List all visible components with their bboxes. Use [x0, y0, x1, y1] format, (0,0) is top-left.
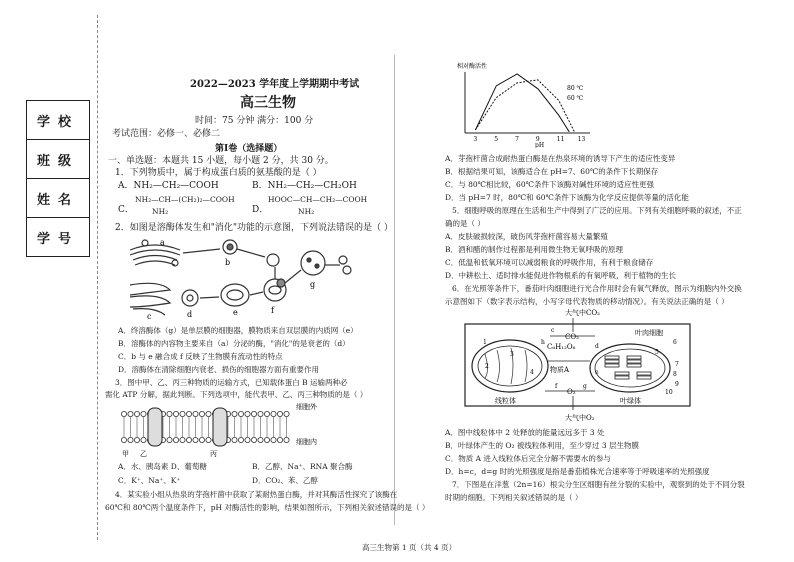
mitochondrion [472, 340, 548, 392]
q1-option-c-label: C． [118, 205, 134, 215]
phospholipid-head [251, 437, 256, 442]
column-divider [394, 55, 395, 525]
q3-option-d: D．CO₂、苯、乙醇 [252, 476, 318, 485]
name-field: 姓名 [27, 179, 89, 218]
q6-option-b: B．叶绿体产生的 O₂ 被线粒体利用，至少穿过 3 层生物膜 [445, 441, 639, 450]
yi-label: 乙 [140, 450, 147, 458]
q5-stem-line1: 5．细胞呼吸的原理在生活和生产中得到了广泛的应用。下列有关细胞呼吸的叙述，不正 [452, 206, 742, 215]
page-footer: 高三生物第 1 页（共 4 页） [362, 543, 457, 552]
inside-label: 细胞内 [296, 438, 317, 446]
phospholipid-head [134, 437, 139, 442]
q3-stem-line1: 3．图中甲、乙、丙三种物质的运输方式，已知载体蛋白 B 运输两种必 [115, 378, 348, 387]
exam-year-title: 2022—2023 学年度上学期期中考试 [190, 79, 360, 90]
phospholipid-head [121, 437, 126, 442]
phospholipid-head [167, 411, 172, 416]
phospholipid-head [173, 437, 178, 442]
q6-number-label: 3 [510, 351, 514, 358]
q6-number-label: 10 [665, 389, 673, 396]
membrane-transport-diagram [118, 400, 338, 458]
phospholipid-head [232, 411, 237, 416]
q7-stem-line2: 时期的细胞。下列相关叙述错误的是（ ） [445, 493, 583, 502]
phospholipid-head [199, 437, 204, 442]
q6-number-label: 1 [483, 339, 487, 346]
q6-stem-line2: 示意图如下（数字表示结构，小写字母代表物质的移动情况）。有关说法正确的是（ ） [445, 297, 729, 306]
school-field: 学校 [27, 101, 89, 140]
q6-number-label: 7 [675, 361, 679, 368]
q4-option-d: D．当 pH=7 时，80℃和 60℃条件下该酶为化学反应提供等量的活化能 [445, 193, 689, 202]
label-f: f [271, 306, 274, 315]
phospholipid-head [271, 437, 276, 442]
student-info-box [26, 100, 90, 257]
jia-label: 甲 [122, 450, 129, 458]
q1-option-d-formula: HOOC—CH—CH₂—COOH [268, 195, 368, 204]
phospholipid-head [258, 411, 263, 416]
q3-option-a: A．水、胰岛素 D、葡萄糖 [118, 462, 207, 471]
chloro-label: 叶绿体 [620, 397, 641, 405]
phospholipid-head [264, 411, 269, 416]
label-a: a [160, 238, 165, 247]
q6-letter-label: f [555, 383, 558, 390]
channel-protein [213, 408, 227, 446]
q2-option-c: C．b 与 e 融合成 f 反映了生物膜有流动性的特点 [118, 352, 283, 361]
label-d: d [187, 310, 193, 319]
chart-series-line [475, 80, 574, 132]
lysosome-diagram [125, 235, 355, 320]
q2-option-b: B．溶酶体的内容物主要来自（a）分泌的酶，"消化"的是衰老的（d） [118, 339, 350, 348]
phospholipid-head [206, 411, 211, 416]
part1-heading: 第Ⅰ卷（选择题） [215, 144, 283, 154]
phospholipid-head [264, 437, 269, 442]
q1-option-b: B．NH₂—CH₂—CH₂OH [252, 181, 357, 191]
chart-series-label: 80 ℃ [567, 85, 584, 92]
phospholipid-head [121, 411, 126, 416]
q6-option-a: A．图中线粒体中 2 处释放的能量远远多于 3 处 [445, 428, 605, 437]
q3-stem-line2: 需化 ATP 分解，据此判断。下列选项中，能代表甲、乙、丙三种物质的是（ ） [105, 390, 368, 399]
q1-option-c-formula: NH₂—CH—(CH₂)₂—COOH [135, 195, 235, 204]
q1-option-a: A．NH₂—CH₂—COOH [118, 181, 219, 191]
phospholipid-head [258, 437, 263, 442]
q5-option-b: B．酒和醋的制作过程都是利用微生物无氧呼吸的原理 [445, 245, 624, 254]
exam-scope: 考试范围：必修一、必修二 [112, 129, 221, 139]
q3-option-c: C．K⁺、Na⁺、K⁺ [118, 476, 181, 485]
q4-option-b: B．根据结果可知，该酶适合在 pH=7、60℃的条件下长期保存 [445, 167, 659, 176]
phospholipid-head [245, 411, 250, 416]
label-b: b [225, 258, 231, 267]
o2-label: O₂ [567, 388, 576, 396]
chart-x-tick: 13 [577, 136, 586, 143]
q2-stem: 2．如图是溶酶体发生和"消化"功能的示意图，下列说法错误的是（ ） [115, 223, 393, 233]
glucose-label: C₆H₁₂O₆ [547, 343, 576, 351]
q6-number-label: 8 [673, 371, 677, 378]
q1-option-d-sub: NH₂ [298, 207, 315, 216]
outside-label: 细胞外 [296, 403, 317, 411]
q2-option-a: A．终溶酶体（g）是单层膜的细胞器，膜物质来自双层膜的内质网（e） [118, 326, 358, 335]
q6-number-label: 4 [530, 369, 534, 376]
binding-line [97, 15, 98, 540]
chart-x-tick: 9 [535, 136, 540, 143]
phospholipid-head [245, 437, 250, 442]
class-field: 班级 [27, 140, 89, 179]
label-g: g [310, 280, 316, 289]
q1-option-d-label: D． [252, 205, 269, 215]
phospholipid-head [284, 437, 289, 442]
phospholipid-head [134, 411, 139, 416]
q6-number-label: 2 [485, 363, 489, 370]
chart-xlabel: pH [535, 142, 545, 148]
phospholipid-head [180, 411, 185, 416]
leaf-cell-diagram [455, 306, 705, 424]
phospholipid-head [173, 411, 178, 416]
substance-a-label: 物质A [550, 366, 570, 374]
q4-stem-line2: 60℃和 80℃两个温度条件下，pH 对酶活性的影响，结果如图所示，下列相关叙述错误的是（ ） [105, 503, 430, 512]
q1-stem: 1．下列物质中，属于构成蛋白质的氨基酸的是（ ） [115, 168, 322, 178]
q5-stem-line2: 确的是（ ） [445, 219, 485, 228]
phospholipid-head [128, 437, 133, 442]
q2-option-d: D．溶酶体在清除细胞内衰老、损伤的细胞器方面有重要作用 [118, 365, 320, 374]
q6-option-c: C．物质 A 进入线粒体后完全分解不需要水的参与 [445, 454, 611, 463]
chart-ylabel: 相对酶活性 [457, 63, 488, 70]
phospholipid-head [141, 437, 146, 442]
carrier-protein [148, 408, 162, 446]
phospholipid-head [186, 411, 191, 416]
chart-x-tick: 7 [515, 136, 519, 143]
phospholipid-head [271, 411, 276, 416]
q5-option-c: C．低温和低氧环境可以减弱粮食的呼吸作用，有利于粮食储存 [445, 258, 654, 267]
phospholipid-head [128, 411, 133, 416]
phospholipid-head [277, 411, 282, 416]
q1-option-c-sub: NH₂ [152, 207, 169, 216]
q7-stem-line1: 7．下图是在洋葱（2n=16）根尖分生区细胞有丝分裂的实验中，观察到的处于不同分裂 [452, 480, 745, 489]
chart-x-tick: 5 [494, 136, 499, 143]
phospholipid-head [206, 437, 211, 442]
label-c: c [147, 312, 152, 320]
co2-label: CO₂ [565, 333, 579, 341]
q5-option-a: A．皮肤破损较深，破伤风芽孢杆菌容易大量繁殖 [445, 232, 608, 241]
bing-label: 丙 [210, 450, 217, 458]
phospholipid-head [193, 411, 198, 416]
chart-series-line [475, 74, 569, 132]
phospholipid-head [141, 411, 146, 416]
q6-stem-line1: 6．在光照等条件下，番茄叶肉细胞进行光合作用时会有氧气释放，图示为细胞内外交换 [452, 284, 742, 293]
phospholipid-head [199, 411, 204, 416]
phospholipid-head [167, 437, 172, 442]
q6-number-label: 9 [675, 381, 679, 388]
phospholipid-head [284, 411, 289, 416]
phospholipid-head [232, 437, 237, 442]
q4-option-c: C．与 80℃相比较，60℃条件下该酶对碱性环境的适应性更强 [445, 180, 654, 189]
phospholipid-head [180, 437, 185, 442]
q6-letter-label: d [595, 343, 599, 350]
chart-x-tick: 3 [473, 136, 478, 143]
q6-letter-label: h [541, 339, 545, 346]
cell-label: 叶肉细胞 [635, 329, 663, 337]
q6-letter-label: c [551, 327, 555, 334]
o2-bottom-label: 大气中O₂ [565, 414, 595, 422]
enzyme-activity-chart [455, 60, 595, 148]
section1-heading: 一、单选题：本题共 15 小题，每小题 2 分，共 30 分。 [108, 156, 334, 166]
phospholipid-head [238, 437, 243, 442]
student-id-field: 学号 [36, 231, 79, 247]
q6-option-d: D．h=c，d=g 时的光照强度是指是番茄植株光合速率等于呼吸速率的光照强度 [445, 467, 710, 476]
q5-option-d: D．中耕松土、适时排水能促进作物根系的有氧呼吸，利于植物的生长 [445, 271, 677, 280]
phospholipid-head [193, 437, 198, 442]
phospholipid-head [186, 437, 191, 442]
co2-top-label: 大气中CO₂ [565, 309, 600, 317]
label-e: e [233, 308, 238, 317]
q6-letter-label: e [595, 369, 599, 376]
q4-stem-line1: 4．某实验小组从热泉的芽孢杆菌中获取了某耐热蛋白酶，并对其酶活性探究了该酶在 [115, 490, 398, 499]
q4-option-a: A．芽孢杆菌合成耐热蛋白酶是在热泉环境的诱导下产生的适应性变异 [445, 154, 676, 163]
phospholipid-head [277, 437, 282, 442]
chart-x-tick: 11 [556, 136, 565, 143]
chart-series-label: 60 ℃ [567, 95, 584, 102]
q3-option-b: B．乙醇、Na⁺、RNA 聚合酶 [252, 462, 353, 471]
q6-number-label: 5 [655, 349, 659, 356]
q6-letter-label: g [583, 383, 587, 390]
phospholipid-head [238, 411, 243, 416]
time-score: 时间：75 分钟 满分：100 分 [195, 116, 314, 126]
page-title: 高三生物 [240, 95, 296, 111]
q6-number-label: 6 [673, 339, 677, 346]
phospholipid-head [251, 411, 256, 416]
mito-label: 线粒体 [495, 397, 516, 405]
